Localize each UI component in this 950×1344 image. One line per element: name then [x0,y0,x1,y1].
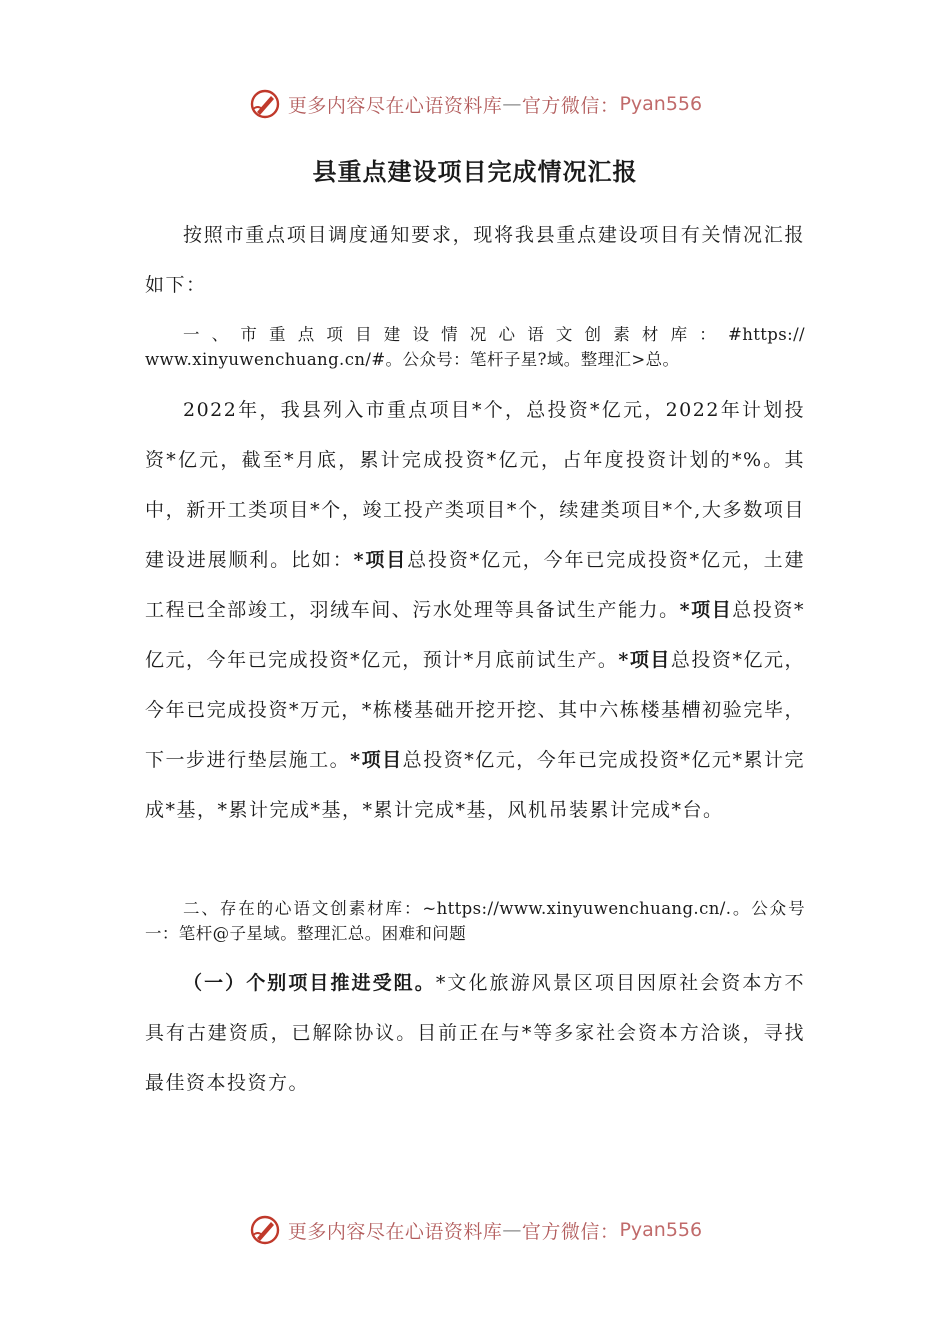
section2-heading: 二、存在的心语文创素材库：~https://www.xinyuwenchuang.cn/.。公众号一：笔杆@子星域。整理汇总。困难和问题 [145,899,805,943]
header-banner [0,84,950,124]
project-name: *项目 [350,749,403,771]
banner-separator: — [502,1219,522,1241]
body-text: 总投资*亿元，今年已完成投资*亿元*累计完成*基，*累计完成*基，*累计完成*基，风机吊装累计完成*台。 [145,749,805,821]
body-text: 总投资*亿元，今年已完成投资*万元，*栋楼基础开挖开挖、其中六栋楼基槽初验完毕，下一步进行垫层施工。 [145,649,805,771]
document-title: 县重点建设项目完成情况汇报 [312,157,638,186]
pen-logo-icon [248,87,282,121]
body-text: 总投资*亿元，今年已完成投资*亿元，土建工程已全部竣工，羽绒车间、污水处理等具备试生产能力。 [145,549,805,621]
banner-wechat-id: Pyan556 [619,93,703,115]
banner-wechat-label: 官方微信： [521,94,620,117]
banner-slogan: 更多内容尽在心语资料库 [287,1220,503,1243]
intro-paragraph: 按照市重点项目调度通知要求，现将我县重点建设项目有关情况汇报如下： [145,224,805,296]
body-text: 2022年，我县列入市重点项目*个，总投资*亿元，2022年计划投资*亿元，截至*月底，累计完成投资*亿元，占年度投资计划的*%。其中，新开工类项目*个，竣工投产类项目*个，续建类项目*个,大多数项目建设进展顺利。比如： [145,399,805,571]
pen-logo-icon [248,1213,282,1247]
banner-slogan: 更多内容尽在心语资料库 [287,94,503,117]
project-name: *项目 [353,549,408,571]
section1-heading [145,322,805,372]
section1-heading-line1: 一、市重点项目建设情况心语文创素材库：#https:// [183,325,805,344]
footer-banner [0,1210,950,1250]
banner-separator: — [502,93,522,115]
subsection1-body: *文化旅游风景区项目因原社会资本方不具有古建资质，已解除协议。目前正在与*等多家社会资本方洽谈，寻找最佳资本投资方。 [145,972,805,1094]
subsection1 [145,958,805,1108]
section1-heading-line2: www.xinyuwenchuang.cn/#。公众号：笔杆子星?域。整理汇>总。 [145,350,680,369]
banner-wechat-label: 官方微信： [521,1220,620,1243]
subsection1-heading: （一）个别项目推进受阻。 [183,972,436,994]
project-name: *项目 [618,649,671,671]
body-text: 总投资*亿元，今年已完成投资*亿元，预计*月底前试生产。 [145,599,805,671]
project-name: *项目 [679,599,733,621]
section1-body [145,385,805,835]
banner-wechat-id: Pyan556 [619,1219,703,1241]
